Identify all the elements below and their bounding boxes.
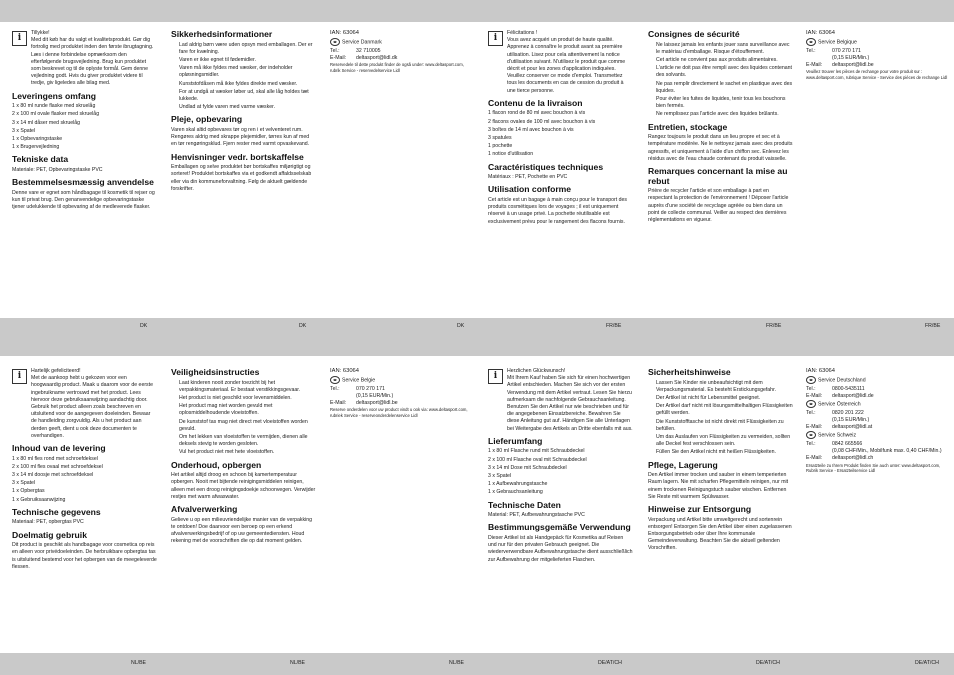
disposal-heading: Remarques concernant la mise au rebut: [648, 166, 788, 186]
list-item: • Het product mag niet worden gevuld met oplosmiddelhoudende vloeistoffen.: [179, 403, 316, 417]
service-email[interactable]: deltasport@lidl.dk: [356, 54, 398, 61]
scope-list: [12, 456, 157, 504]
intended-use-heading: Doelmatig gebruik: [12, 529, 87, 540]
phone-service-icon: ☎: [330, 376, 340, 384]
list-item: 3 x Spatel: [488, 473, 512, 480]
service-label: Service Danmark: [342, 39, 382, 46]
service-label: Service Schweiz: [818, 432, 857, 439]
phone-service-icon: ☎: [806, 376, 816, 384]
page-language-code: DK: [140, 323, 148, 329]
scope-heading: Inhoud van de levering: [12, 443, 106, 454]
list-item: 1 pochette: [488, 143, 513, 150]
list-item: 1 x 80 ml Flasche rund mit Schraubdeckel: [488, 448, 585, 455]
list-item: 3 spatules: [488, 135, 512, 142]
service-label: Service Österreich: [818, 401, 861, 408]
list-item: • Um das Auslaufen von Flüssigkeiten zu vermeiden, sollten alle Deckel fest verschlossen sein.: [656, 434, 793, 448]
intro-text: Met de aankoop hebt u gekozen voor een hoogwaardig product. Maak u daarom voor de eerste ingebruikname vertrouwd met het product. Lees hiervoor deze gebruiksaanwijzing aandachtig door. Gebruik het product alleen zoals beschreven en uitsluitend voor de aangegeven doeleinden. Bewaar de handleiding zorgvuldig. Als u het product aan derden geeft, dient u ook deze documenten te overhandigen.: [31, 375, 153, 439]
service-phone: 070 270 171: [356, 385, 385, 392]
safety-heading: Sikkerhedsinformationer: [171, 30, 273, 39]
intro-block: [488, 368, 633, 433]
page-language-code: NL/BE: [290, 660, 305, 666]
list-item: 1 x Gebrauchsanleitung: [488, 489, 543, 496]
scope-list: [12, 103, 157, 151]
ian-number: IAN: 63064: [330, 368, 360, 374]
service-phone: 0820 201 222: [832, 409, 864, 416]
list-item: • L'article ne doit pas être rempli avec des liquides contenant des solvants.: [656, 65, 793, 79]
intro-title: Tillykke!: [31, 30, 50, 36]
list-item: 3 boîtes de 14 ml avec bouchon à vis: [488, 126, 574, 133]
service-label: Service Belgique: [818, 39, 857, 46]
intended-use-text: Dit product is geschikt als handbagage voor cosmetica op reis en alleen voor privédoeleinden. De herbruikbare opbergtas tas is uitsluitend bestemd voor het opbergen van de meegeleverde flessen.: [12, 542, 157, 570]
ian-number: IAN: 63064: [806, 30, 836, 36]
info-icon: i: [12, 31, 27, 46]
intro-text: Vous avez acquéri un produit de haute qualité. Apprenez à connaître le produit avant sa première utilisation. Lisez pour cela attentivement la notice d'utilisation suivant. N'utilisez le produit que comme décrit et pour les zones d'application indiquées. Veuillez conserver ce mode d'emploi. Transmettez tous les documents en cas de cession du produit à une tierce personne.: [507, 37, 626, 94]
service-email[interactable]: deltasport@lidl.ch: [832, 455, 874, 462]
care-heading: Entretien, stockage: [648, 121, 728, 132]
service-block-ch: [806, 431, 951, 462]
list-item: • Lassen Sie Kinder nie unbeaufsichtigt mit dem Verpackungsmaterial. Es besteht Erstickungsgefahr.: [656, 380, 793, 394]
page-language-code: FR/BE: [606, 323, 622, 329]
list-item: 3 x Spatel: [12, 127, 36, 134]
service-block: [330, 376, 475, 407]
dk-column-1: [12, 30, 157, 212]
safety-list: [171, 380, 316, 457]
page-language-code: DE/AT/CH: [756, 660, 780, 666]
list-item: 3 x Spatel: [12, 480, 36, 487]
info-icon: i: [12, 369, 27, 384]
page-language-code: DK: [299, 323, 307, 329]
phone-service-icon: ☎: [330, 38, 340, 46]
service-phone: 0842 665566: [832, 440, 863, 447]
tel-label: Tel.:: [330, 385, 340, 392]
list-item: • Cet article ne convient pas aux produits alimentaires.: [656, 57, 793, 64]
info-icon: i: [488, 31, 503, 46]
nl-column-3: [330, 368, 475, 420]
phone-service-icon: ☎: [806, 431, 816, 439]
fr-column-2: [648, 30, 793, 225]
list-item: • Varen er ikke egnet til fødemidler.: [179, 57, 316, 64]
list-item: 1 x 80 ml fles rond met schroefdeksel: [12, 455, 98, 462]
safety-heading: Sicherheitshinweise: [648, 368, 731, 377]
care-heading: Onderhoud, opbergen: [171, 459, 262, 470]
email-label: E-Mail:: [330, 54, 347, 61]
list-item: 3 x 14 ml doosje met schroefdeksel: [12, 472, 94, 479]
list-item: 3 x 14 ml Dose mit Schraubdeckel: [488, 464, 567, 471]
list-item: 1 x Brugervejledning: [12, 144, 60, 151]
care-text: Den Artikel immer trocken und sauber in einem temperierten Raum lagern. Nie mit scharfen Pflegemitteln reinigen, nur mit einem trockenen Reinigungstuch sauber wischen. Entfernen Sie Reste mit warmem Spülwasser.: [648, 472, 789, 500]
list-item: • For at undgå at væsker løber ud, skal alle låg holdes tæt lukkede.: [179, 89, 316, 103]
de-column-2: [648, 368, 793, 554]
service-email[interactable]: deltasport@lidl.at: [832, 424, 873, 431]
phone-service-icon: ☎: [806, 400, 816, 408]
list-item: • Om het lekken van vloeistoffen te vermijden, dienen alle deksels stevig te worden gesloten.: [179, 434, 316, 448]
service-label: Service Deutschland: [818, 377, 866, 384]
care-text: Varen skal altid opbevares tør og ren i et velventeret rum. Rengøres aldrig med skrappe plejemidler, tørres kun af med en tør rengøringsklud. Fjern rester med varmt opvaskevand.: [171, 127, 310, 148]
disposal-heading: Afvalverwerking: [171, 504, 238, 515]
list-item: 1 x 80 ml runde flaske med skruelåg: [12, 103, 96, 110]
list-item: 1 x Opbergtas: [12, 488, 45, 495]
scope-heading: Lieferumfang: [488, 435, 543, 446]
list-item: 2 flacons ovales de 100 ml avec bouchon à vis: [488, 118, 596, 125]
email-label: E-Mail:: [806, 455, 823, 462]
email-label: E-Mail:: [806, 392, 823, 399]
list-item: 1 x Gebruiksaanwijzing: [12, 496, 66, 503]
list-item: • Füllen Sie den Artikel nicht mit heißen Flüssigkeiten.: [656, 449, 793, 456]
email-label: E-Mail:: [806, 62, 823, 69]
spare-parts-note: Reservedele til dette produkt finder de også under: www.deltasport.com, rubrik Service - reservedelservice Lidl: [330, 62, 464, 73]
service-email[interactable]: deltasport@lidl.be: [356, 400, 398, 407]
list-item: 1 x Aufbewahrungstasche: [488, 481, 548, 488]
tech-heading: Caractéristiques techniques: [488, 161, 604, 172]
page-language-code: FR/BE: [766, 323, 782, 329]
list-item: • Der Artikel darf nicht mit lösungsmittelhaltigen Flüssigkeiten gefüllt werden.: [656, 403, 793, 417]
intended-use-text: Denne vare er egnet som håndbagage til kosmetik til rejser og kun til privat brug. Den genanvendelige opbevaringstaske tjener udelukkende til opbevaring af de medleverede flasker.: [12, 189, 155, 211]
disposal-text: Prière de recycler l'article et son emballage à part en respectant la protection de l'environnement ! Déposer l'article auprès d'une société de recyclage agréée ou bien dans un point de collecte communal. Veiller au respect des dernières réglementations en vigueur.: [648, 188, 789, 224]
tel-note: (0,15 EUR/Min.): [356, 392, 394, 399]
tel-note: (0,15 EUR/Min.): [832, 416, 870, 423]
service-email[interactable]: deltasport@lidl.de: [832, 392, 874, 399]
service-phone: 0800-5435111: [832, 385, 865, 392]
intro-text: Med dit køb har du valgt et kvalitetsprodukt. Gør dig fortrolig med produktet inden den første ibrugtagning. Læs i denne forbindelse opmærksom den efterfølgende brugsvejledning. Brug kun produktet som beskrevet og til de oplyste formål. Gem denne vejledning godt. Hvis du giver produktet videre til tredje, giv ligeledes alle bilag med.: [31, 37, 154, 87]
safety-list: [648, 380, 793, 457]
care-heading: Pleje, opbevaring: [171, 114, 243, 125]
list-item: • De kunststof tas mag niet direct met vloeistoffen worden gevuld.: [179, 419, 316, 433]
spare-parts-note: Ersatzteile zu Ihrem Produkt finden Sie auch unter: www.deltasport.com, Rubrik Service - Ersatzteilservice Lidl: [806, 462, 941, 474]
dk-column-3: [330, 30, 475, 74]
care-heading: Pflege, Lagerung: [648, 459, 718, 470]
email-label: E-Mail:: [330, 400, 347, 407]
intro-block: [12, 368, 157, 440]
scope-list: [488, 110, 633, 158]
intro-text: Mit Ihrem Kauf haben Sie sich für einen hochwertigen Artikel entschieden. Machen Sie sich vor der ersten Verwendung mit dem Artikel vertraut. Lesen Sie hierzu aufmerksam die nachfolgende Gebrauchsanleitung. Benutzen Sie den Artikel nur wie beschrieben und für die angegebenen Einsatzbereiche. Bewahren Sie diese Anleitung gut auf. Händigen Sie alle Unterlagen bei Weitergabe des Artikels an Dritte ebenfalls mit aus.: [507, 375, 633, 432]
list-item: • Die Kunststofftasche ist nicht direkt mit Flüssigkeiten zu befüllen.: [656, 419, 793, 433]
service-label: Service Belgie: [342, 377, 376, 384]
tel-note: (0,15 EUR/Min.): [832, 54, 870, 61]
tech-text: Matériaux : PET, Pochette en PVC: [488, 174, 568, 181]
disposal-text: Verpackung und Artikel bitte umweltgerecht und sortenrein entsorgen! Entsorgen Sie den Artikel über einen zugelassenen Entsorgungsbetrieb oder über Ihre kommunale Gemeindeverwaltung. Beachten Sie die aktuell geltenden Vorschriften.: [648, 516, 792, 552]
list-item: • Pour éviter les fuites de liquides, tenir tous les bouchons bien fermés.: [656, 96, 793, 110]
list-item: 3 x 14 ml dåser med skruelåg: [12, 119, 81, 126]
list-item: 2 x 100 ml fles ovaal met schroefdeksel: [12, 463, 103, 470]
fr-column-1: [488, 30, 633, 227]
service-phone: 32 710005: [356, 47, 381, 54]
service-block-de: [806, 376, 951, 400]
list-item: • Vul het product niet met hete vloeistoffen.: [179, 449, 316, 456]
intro-title: Herzlichen Glückwunsch!: [507, 368, 566, 374]
tech-text: Materiale: PET, Opbevaringstaske PVC: [12, 167, 103, 174]
tel-label: Tel.:: [330, 47, 340, 54]
intro-block: [12, 30, 157, 88]
email-label: E-Mail:: [806, 424, 823, 431]
ian-number: IAN: 63064: [330, 30, 360, 36]
tel-note: (0,08 CHF/Min., Mobilfunk max. 0,40 CHF/Min.): [832, 448, 942, 455]
intended-use-heading: Bestemmelsesmæssig anvendelse: [12, 177, 154, 188]
disposal-heading: Henvisninger vedr. bortskaffelse: [171, 151, 304, 162]
disposal-heading: Hinweise zur Entsorgung: [648, 504, 752, 515]
service-block: [806, 38, 951, 69]
care-text: Het artikel altijd droog en schoon bij kamertemperatuur opbergen. Nooit met bijtende reinigingsmiddelen reinigen, alleen met een droog reinigingsdoekje schoonvegen. Verwijder restjes met warm afwaswater.: [171, 472, 316, 500]
de-column-3: [806, 368, 951, 475]
disposal-text: Gelieve u op een milieuvriendelijke manier van de verpakking te ontdoen! Doe daarvoor een beroep op een erkend afvalverwerkingsbedrijf of op uw gemeentediensten. Houd rekening met de voorschriften die op dat moment gelden.: [171, 516, 313, 545]
list-item: • Laat kinderen nooit zonder toezicht bij het verpakkingsmateriaal. Er bestaat verstikkingsgevaar.: [179, 380, 316, 394]
fr-column-3: [806, 30, 951, 82]
tech-heading: Tekniske data: [12, 154, 69, 165]
info-icon: i: [488, 369, 503, 384]
service-block: [330, 38, 475, 62]
tel-label: Tel.:: [806, 385, 816, 392]
scope-list: [488, 448, 633, 496]
page-language-code: DE/AT/CH: [598, 660, 622, 666]
phone-service-icon: ☎: [806, 38, 816, 46]
intro-block: [488, 30, 633, 95]
intro-title: Félicitations !: [507, 30, 538, 36]
intro-title: Hartelijk gefeliciteerd!: [31, 368, 81, 374]
page-language-code: NL/BE: [449, 660, 464, 666]
nl-column-1: [12, 368, 157, 572]
scope-heading: Contenu de la livraison: [488, 97, 583, 108]
de-column-1: [488, 368, 633, 565]
intended-use-text: Dieser Artikel ist als Handgepäck für Kosmetika auf Reisen und nur für den privaten Gebrauch geeignet. Die wiederverwendbare Aufbewahrungstasche dient ausschließlich zur Aufbewahrung der mitgelieferten Flaschen.: [488, 535, 633, 563]
spare-parts-note: Veuillez trouver les pièces de rechange pour votre produit sur : www.deltasport.com, rubrique Service - Service des pièces de rechange Lidl: [806, 69, 948, 80]
tech-heading: Technische Daten: [488, 499, 561, 510]
list-item: • Ne remplissez pas l'article avec des liquides brûlants.: [656, 111, 793, 118]
safety-heading: Veiligheidsinstructies: [171, 368, 260, 377]
list-item: 1 notice d'utilisation: [488, 151, 534, 158]
disposal-text: Emballagen og selve produktet bør bortskaffes miljørigtigt og sorteret! Produktet bortskaffes via et godkendt affaldsselskab eller via din kommuneforvaltning. Følg de aktuelt gældende forskrifter.: [171, 164, 312, 192]
top-band: [0, 0, 954, 22]
list-item: • Lad aldrig børn være uden opsyn med emballagen. Der er fare for kvælning.: [179, 42, 316, 56]
tel-label: Tel.:: [806, 440, 816, 447]
tech-text: Material: PET, Aufbewahrungstasche PVC: [488, 512, 585, 519]
care-text: Rangez toujours le produit dans un lieu propre et sec et à température modérée. Ne le nettoyez jamais avec des produits agressifs, et uniquement à l'aide d'un chiffon sec. Enlevez les résidus avec de l'eau chaude contenant du produit vaisselle.: [648, 134, 793, 162]
ian-number: IAN: 63064: [806, 368, 836, 374]
page-language-code: DK: [457, 323, 465, 329]
list-item: 2 x 100 ml ovale flasker med skruelåg: [12, 111, 100, 118]
list-item: • Ne laissez jamais les enfants jouer sans surveillance avec le matériau d'emballage. Risque d'étouffement.: [656, 42, 793, 56]
tel-label: Tel.:: [806, 47, 816, 54]
intended-use-heading: Bestimmungsgemäße Verwendung: [488, 522, 631, 533]
page-language-code: FR/BE: [925, 323, 941, 329]
list-item: • Undlad at fylde varen med varme væsker.: [179, 104, 316, 111]
intended-use-text: Cet article est un bagage à main conçu pour le transport des produits cosmétiques lors de voyages ; il est uniquement réservé à un usage privé. La pochette réutilisable est exclusivement prévu pour le rangement des flacons fournis.: [488, 197, 627, 225]
service-email[interactable]: deltasport@lidl.be: [832, 62, 874, 69]
safety-list: [171, 42, 316, 112]
page-language-code: NL/BE: [131, 660, 146, 666]
intended-use-heading: Utilisation conforme: [488, 184, 572, 195]
list-item: • Ne pas remplir directement le sachet en plastique avec des liquides.: [656, 81, 793, 95]
tech-text: Materiaal: PET, opbergtas PVC: [12, 519, 84, 526]
list-item: • Varen må ikke fyldes med væsker, der indeholder opløsningsmidler.: [179, 65, 316, 79]
list-item: • Kunststofdåsen må ikke fyldes direkte med væsker.: [179, 81, 316, 88]
safety-list: [648, 42, 793, 119]
list-item: 2 x 100 ml Flasche oval mit Schraubdeckel: [488, 456, 587, 463]
page-language-code: DE/AT/CH: [915, 660, 939, 666]
list-item: 1 x Opbevaringstaske: [12, 136, 63, 143]
scope-heading: Leveringens omfang: [12, 90, 97, 101]
dk-column-2: [171, 30, 316, 194]
tel-label: Tel.:: [806, 409, 816, 416]
service-block-at: [806, 400, 951, 431]
service-phone: 070 270 171: [832, 47, 861, 54]
tech-heading: Technische gegevens: [12, 506, 101, 517]
safety-heading: Consignes de sécurité: [648, 30, 740, 39]
list-item: 1 flacon rond de 80 ml avec bouchon à vis: [488, 110, 586, 117]
spare-parts-note: Reserve onderdelen voor uw product vindt u ook via: www.deltasport.com, rubriek Service - reserveonderdelenservice Lidl: [330, 407, 468, 418]
list-item: • Het product is niet geschikt voor levensmiddelen.: [179, 395, 316, 402]
list-item: • Der Artikel ist nicht für Lebensmittel geeignet.: [656, 395, 793, 402]
nl-column-2: [171, 368, 316, 546]
